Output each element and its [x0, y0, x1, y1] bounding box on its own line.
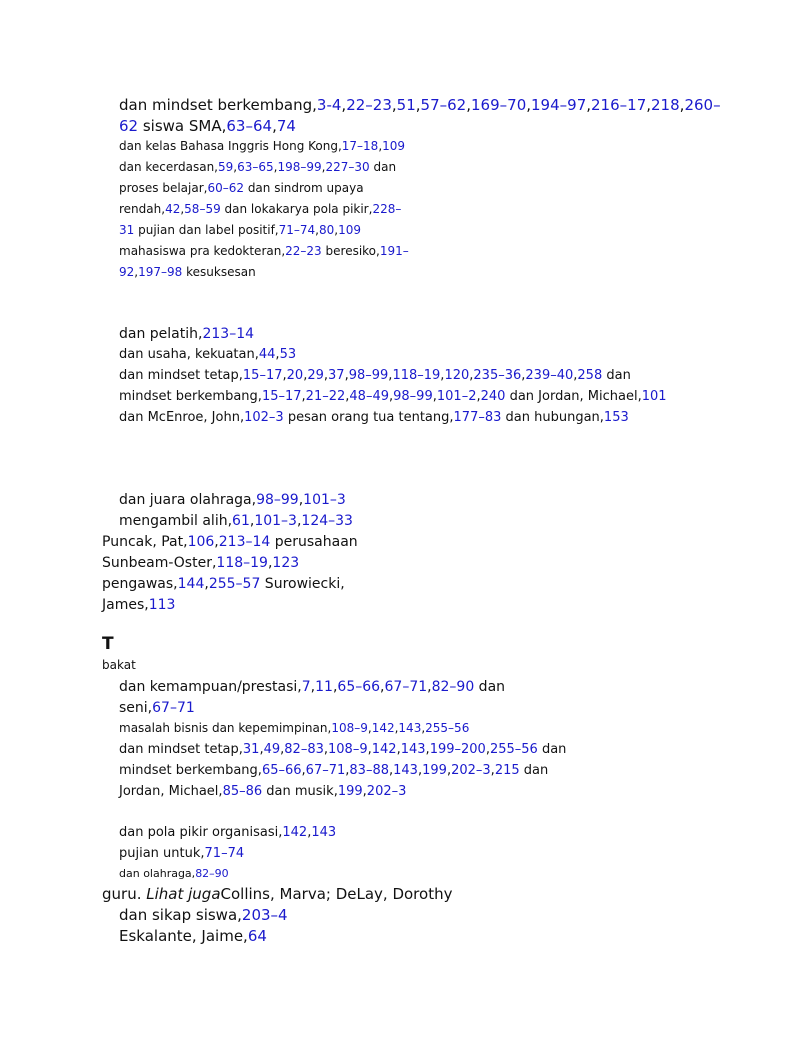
page-ref-link[interactable]: 82–90 [431, 679, 475, 695]
entry-text: , [345, 763, 350, 778]
index-entry [119, 203, 401, 215]
section-letter: T [102, 634, 114, 654]
entry-text: guru. [102, 885, 147, 903]
entry-text: , [303, 368, 308, 383]
entry-text: , [345, 389, 350, 404]
page-ref-link[interactable]: 101–3 [303, 492, 346, 508]
page-ref-link[interactable]: 22–23 [346, 96, 392, 114]
entry-text: dan [519, 763, 549, 778]
page-ref-link[interactable]: 7 [301, 679, 311, 695]
entry-text: Lihat juga [146, 885, 221, 903]
index-entry [119, 764, 548, 777]
entry-text: , [367, 742, 372, 757]
entry-text: Surowiecki, [260, 576, 345, 592]
entry-text: , [427, 679, 432, 695]
entry-text: dan sikap siswa, [119, 906, 242, 924]
entry-text: dan olahraga, [119, 867, 196, 880]
page-ref-link[interactable]: 3-4 [316, 96, 342, 114]
entry-text: dan musik, [262, 784, 338, 799]
page-ref-link[interactable]: 123 [272, 555, 300, 571]
entry-text: , [259, 742, 264, 757]
entry-text: , [417, 763, 423, 778]
page-ref-link[interactable]: 198–99 [277, 160, 322, 174]
index-entry [119, 826, 336, 839]
page-ref-link[interactable]: 153 [603, 410, 629, 425]
page-ref-link[interactable]: 118–19 [216, 555, 268, 571]
page-ref-link[interactable]: 101–3 [254, 513, 297, 529]
entry-text: dan [537, 742, 567, 757]
entry-text: , [280, 742, 285, 757]
entry-text: pengawas, [102, 576, 178, 592]
index-entry [119, 245, 409, 257]
entry-text: , [204, 576, 209, 592]
page-ref-link[interactable]: 235–36 [473, 368, 522, 383]
entry-text: , [573, 368, 578, 383]
entry-text: , [214, 534, 219, 550]
entry-text: dan mindset tetap, [119, 368, 243, 383]
page-ref-link[interactable]: 142 [371, 721, 395, 735]
index-entry [119, 411, 629, 424]
page-ref-link[interactable]: 63–65 [237, 160, 274, 174]
entry-text: , [389, 763, 394, 778]
page-ref-link[interactable]: 98–99 [256, 492, 299, 508]
entry-text: , [362, 784, 367, 799]
page-ref-link[interactable]: 143 [311, 825, 337, 840]
index-entry [102, 887, 452, 902]
entry-text: , [298, 492, 304, 508]
entry-text: , [389, 389, 394, 404]
page-ref-link[interactable]: 177–83 [453, 410, 502, 425]
entry-text: , [275, 347, 280, 362]
entry-text: kesuksesan [182, 265, 256, 279]
index-entry [102, 577, 345, 591]
page-ref-link[interactable]: 15–17 [242, 368, 283, 383]
index-entry [119, 493, 346, 507]
index-entry [102, 556, 299, 570]
page-ref-link[interactable]: 143 [398, 721, 422, 735]
entry-text: , [446, 763, 452, 778]
page-ref-link[interactable]: 143 [393, 763, 418, 778]
page-ref-link[interactable]: 49 [263, 742, 281, 757]
entry-text: bakat [102, 658, 136, 672]
index-entry [119, 369, 631, 382]
entry-text: , [380, 679, 385, 695]
page-ref-link[interactable]: 213–14 [202, 326, 255, 342]
page-ref-link[interactable]: 215 [494, 763, 520, 778]
entry-text: dan [474, 679, 506, 695]
entry-text: mahasiswa pra kedokteran, [119, 244, 286, 258]
entry-text: , [679, 96, 685, 114]
index-entry [119, 868, 229, 879]
entry-text: , [321, 160, 326, 174]
entry-text: , [301, 389, 306, 404]
page-ref-link[interactable]: 58–59 [184, 202, 221, 216]
page-ref-link[interactable]: 37 [328, 368, 345, 383]
index-entry [102, 598, 175, 612]
entry-text: , [440, 368, 445, 383]
entry-text: , [341, 96, 347, 114]
page-ref-link[interactable]: 64 [247, 927, 267, 945]
page-ref-link[interactable]: 65–66 [261, 763, 302, 778]
entry-text: perusahaan [270, 534, 358, 550]
entry-text: , [476, 389, 481, 404]
index-entry [119, 908, 288, 923]
index-entry [119, 119, 296, 134]
index-entry [119, 224, 361, 236]
page-ref-link[interactable]: 71–74 [278, 223, 316, 237]
entry-text: mindset berkembang, [119, 763, 262, 778]
entry-text: , [396, 742, 401, 757]
entry-text: , [315, 223, 319, 237]
entry-text: dan pelatih, [119, 326, 203, 342]
page-ref-link[interactable]: 82–83 [284, 742, 324, 757]
entry-text: Sunbeam-Oster, [102, 555, 217, 571]
entry-text: dan [369, 160, 397, 174]
page-ref-link[interactable]: 57–62 [420, 96, 467, 114]
entry-text: dan usaha, kekuatan, [119, 347, 259, 362]
page-ref-link[interactable]: 82–90 [195, 867, 229, 880]
page-ref-link[interactable]: 92 [119, 265, 135, 279]
page-ref-link[interactable]: 191– [379, 244, 409, 258]
index-entry [119, 390, 667, 403]
entry-text: dan juara olahraga, [119, 492, 257, 508]
entry-text: , [490, 763, 495, 778]
page-ref-link[interactable]: 199 [337, 784, 363, 799]
page-ref-link[interactable]: 227–30 [325, 160, 370, 174]
entry-text: dan mindset berkembang, [119, 96, 317, 114]
entry-text: , [421, 721, 426, 735]
page-ref-link[interactable]: 197–98 [138, 265, 183, 279]
page-ref-link[interactable]: 65–66 [337, 679, 381, 695]
entry-text: , [344, 368, 349, 383]
page-ref-link[interactable]: 194–97 [531, 96, 587, 114]
entry-text: , [233, 160, 238, 174]
page-ref-link[interactable]: 202–3 [366, 784, 407, 799]
index-entry [119, 98, 721, 113]
entry-text: dan lokakarya pola pikir, [220, 202, 373, 216]
page-ref-link[interactable]: 228– [372, 202, 402, 216]
entry-text: , [425, 742, 430, 757]
index-entry [102, 535, 358, 549]
entry-text: , [323, 368, 329, 383]
page-ref-link[interactable]: 258 [577, 368, 603, 383]
entry-text: , [282, 368, 287, 383]
page-ref-link[interactable]: 102–3 [244, 410, 284, 425]
page-ref-link[interactable]: 83–88 [349, 763, 389, 778]
page-ref-link[interactable]: 31 [119, 223, 135, 237]
entry-text: , [273, 160, 278, 174]
index-entry [119, 701, 195, 715]
entry-text: pesan orang tua tentang, [283, 410, 454, 425]
page-ref-link[interactable]: 109 [338, 223, 361, 237]
page-ref-link[interactable]: 20 [286, 368, 304, 383]
entry-text: , [180, 202, 185, 216]
entry-text: dan McEnroe, John, [119, 410, 245, 425]
page-ref-link[interactable]: 44 [258, 347, 276, 362]
page-ref-link[interactable]: 11 [315, 679, 333, 695]
index-entry [119, 743, 566, 756]
page-ref-link[interactable]: 74 [276, 117, 296, 135]
entry-text: , [367, 721, 372, 735]
page-ref-link[interactable]: 239–40 [525, 368, 574, 383]
page-ref-link[interactable]: 216–17 [591, 96, 647, 114]
page-ref-link[interactable]: 142 [371, 742, 397, 757]
entry-text: , [296, 513, 302, 529]
page-ref-link[interactable]: 53 [279, 347, 297, 362]
entry-text: , [307, 825, 312, 840]
page-ref-link[interactable]: 255–56 [489, 742, 538, 757]
page-ref-link[interactable]: 51 [396, 96, 416, 114]
entry-text: siswa SMA, [138, 117, 227, 135]
index-entry [119, 266, 256, 278]
entry-text: dan [602, 368, 631, 383]
index-entry [119, 140, 405, 152]
page-ref-link[interactable]: 118–19 [392, 368, 441, 383]
index-entry [119, 722, 469, 734]
entry-text: Puncak, Pat, [102, 534, 188, 550]
entry-text: Eskalante, Jaime, [119, 927, 248, 945]
page-ref-link[interactable]: 21–22 [305, 389, 346, 404]
entry-text: dan kelas Bahasa Inggris Hong Kong, [119, 139, 342, 153]
entry-text: dan pola pikir organisasi, [119, 825, 283, 840]
entry-text: dan kecerdasan, [119, 160, 218, 174]
entry-text: , [272, 117, 277, 135]
page-ref-link[interactable]: 108–9 [331, 721, 368, 735]
page-ref-link[interactable]: 203–4 [241, 906, 288, 924]
page-ref-link[interactable]: 260– [684, 96, 721, 114]
page-ref-link[interactable]: 48–49 [349, 389, 389, 404]
entry-text: pujian untuk, [119, 846, 205, 861]
page-ref-link[interactable]: 213–14 [218, 534, 271, 550]
page-ref-link[interactable]: 101–2 [436, 389, 477, 404]
page-ref-link[interactable]: 62 [119, 117, 139, 135]
entry-text: , [378, 139, 383, 153]
entry-text: masalah bisnis dan kepemimpinan, [119, 721, 332, 735]
entry-text: , [432, 389, 437, 404]
page-ref-link[interactable]: 31 [242, 742, 260, 757]
entry-text: seni, [119, 700, 153, 716]
page-ref-link[interactable]: 80 [318, 223, 335, 237]
page-ref-link[interactable]: 29 [307, 368, 324, 383]
page-ref-link[interactable]: 22–23 [285, 244, 322, 258]
page-ref-link[interactable]: 218 [651, 96, 680, 114]
entry-text: , [391, 96, 397, 114]
page-ref-link[interactable]: 15–17 [261, 389, 302, 404]
index-entry [119, 680, 505, 694]
page-ref-link[interactable]: 67–71 [305, 763, 346, 778]
entry-text: , [466, 96, 472, 114]
page-ref-link[interactable]: 113 [148, 597, 176, 613]
entry-text: , [301, 763, 306, 778]
entry-text: , [526, 96, 532, 114]
page-ref-link[interactable]: 60–62 [207, 181, 244, 195]
entry-text: mindset berkembang, [119, 389, 262, 404]
page-ref-link[interactable]: 42 [165, 202, 181, 216]
page-ref-link[interactable]: 108–9 [328, 742, 368, 757]
index-entry [119, 161, 396, 173]
entry-text: Jordan, Michael, [119, 784, 223, 799]
entry-text: , [415, 96, 421, 114]
entry-text: dan kemampuan/prestasi, [119, 679, 302, 695]
page-ref-link[interactable]: 98–99 [348, 368, 389, 383]
page-ref-link[interactable]: 67–71 [384, 679, 428, 695]
entry-text: dan hubungan, [501, 410, 604, 425]
page-ref-link[interactable]: 106 [187, 534, 215, 550]
page-ref-link[interactable]: 240 [480, 389, 506, 404]
entry-text: dan Jordan, Michael, [505, 389, 642, 404]
page-ref-link[interactable]: 199–200 [429, 742, 486, 757]
index-entry [119, 182, 364, 194]
entry-text: Collins, Marva; DeLay, Dorothy [220, 885, 453, 903]
page-ref-link[interactable]: 63–64 [226, 117, 273, 135]
entry-text: , [267, 555, 273, 571]
page-ref-link[interactable]: 67–71 [152, 700, 195, 716]
page-ref-link[interactable]: 142 [282, 825, 308, 840]
page-ref-link[interactable]: 120 [444, 368, 470, 383]
page-ref-link[interactable]: 124–33 [301, 513, 353, 529]
entry-text: pujian dan label positif, [134, 223, 279, 237]
page-ref-link[interactable]: 255–57 [208, 576, 261, 592]
page-ref-link[interactable]: 169–70 [471, 96, 527, 114]
entry-text: , [249, 513, 255, 529]
page-ref-link[interactable]: 85–86 [222, 784, 263, 799]
entry-text: proses belajar, [119, 181, 208, 195]
entry-text: dan sindrom upaya [244, 181, 364, 195]
index-entry [119, 348, 296, 361]
index-entry [119, 847, 244, 860]
entry-text: beresiko, [321, 244, 380, 258]
page-ref-link[interactable]: 61 [232, 513, 250, 529]
entry-text: , [646, 96, 652, 114]
entry-text: , [134, 265, 139, 279]
entry-text: , [586, 96, 592, 114]
index-entry [102, 659, 136, 671]
index-entry [119, 327, 254, 341]
entry-text: dan mindset tetap, [119, 742, 243, 757]
page-ref-link[interactable]: 59 [218, 160, 234, 174]
entry-text: , [394, 721, 399, 735]
page-ref-link[interactable]: 202–3 [451, 763, 491, 778]
page-ref-link[interactable]: 144 [177, 576, 205, 592]
index-entry [119, 929, 267, 944]
entry-text: , [469, 368, 474, 383]
index-entry [119, 785, 406, 798]
index-entry [119, 514, 353, 528]
page-ref-link[interactable]: 199 [422, 763, 447, 778]
entry-text: rendah, [119, 202, 166, 216]
entry-text: , [521, 368, 526, 383]
page-ref-link[interactable]: 71–74 [204, 846, 245, 861]
page-ref-link[interactable]: 109 [382, 139, 406, 153]
entry-text: James, [102, 597, 149, 613]
page-ref-link[interactable]: 101 [641, 389, 667, 404]
page-ref-link[interactable]: 98–99 [393, 389, 433, 404]
entry-text: , [323, 742, 329, 757]
entry-text: mengambil alih, [119, 513, 233, 529]
entry-text: , [310, 679, 316, 695]
entry-text: , [334, 223, 339, 237]
page-ref-link[interactable]: 143 [400, 742, 426, 757]
entry-text: , [485, 742, 490, 757]
page-ref-link[interactable]: 17–18 [341, 139, 379, 153]
entry-text: , [332, 679, 338, 695]
entry-text: , [388, 368, 393, 383]
page-ref-link[interactable]: 255–56 [425, 721, 470, 735]
